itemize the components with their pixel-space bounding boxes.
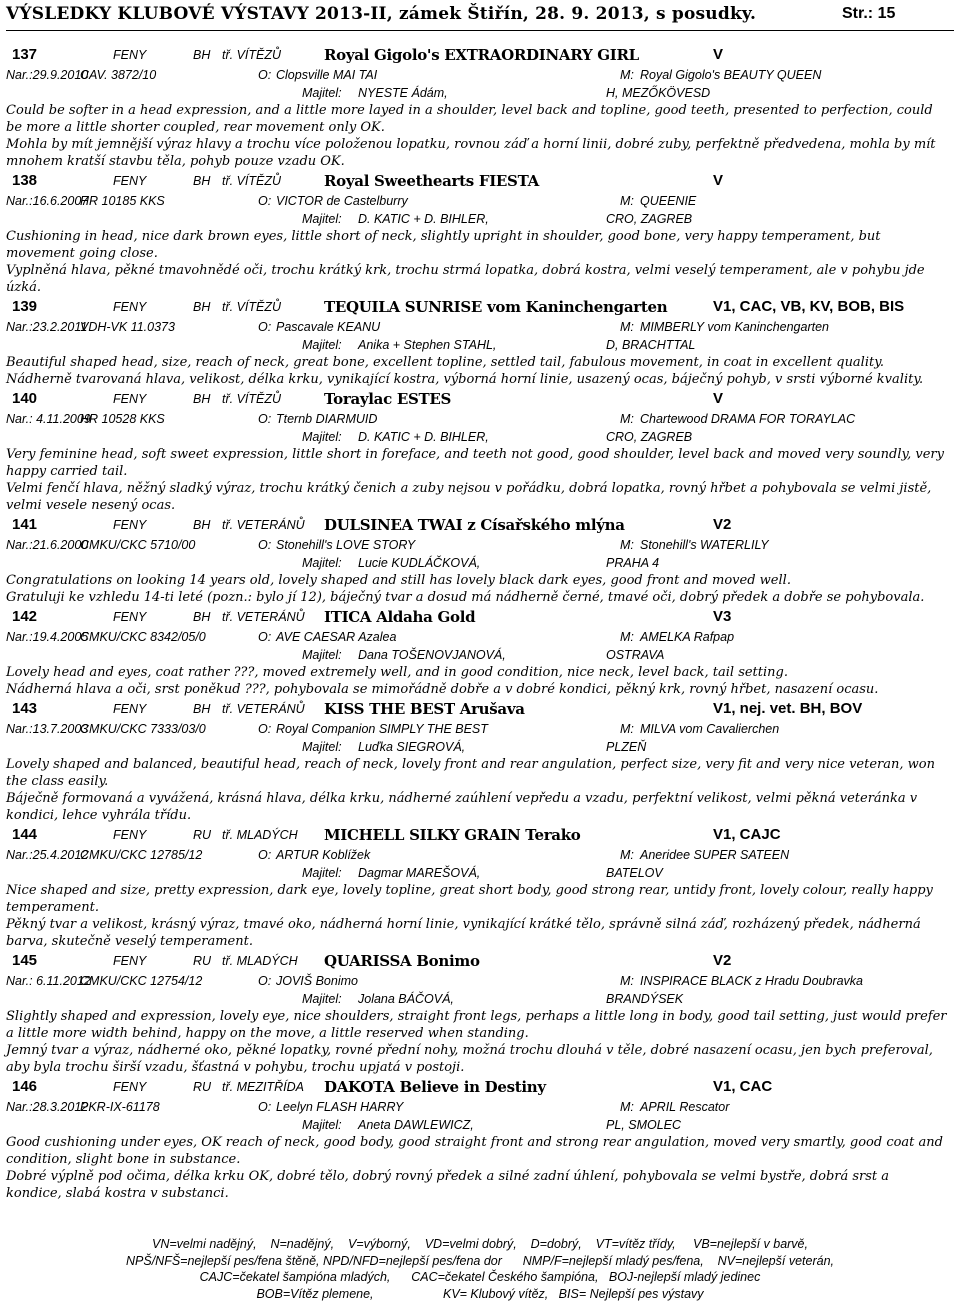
sex: FENY xyxy=(113,954,147,968)
dam-label: M: xyxy=(620,412,634,426)
registration-number: CMKU/CKC 8342/05/0 xyxy=(80,630,206,644)
catalog-number: 140 xyxy=(12,390,38,407)
sex: FENY xyxy=(113,392,147,406)
registration-number: HR 10185 KKS xyxy=(80,194,165,208)
critique-english: Could be softer in a head expression, and a little more layed in a shoulder, level back and topline, good teeth, presented to perfection, could be more a little shorter coupled, rear movement only OK. xyxy=(6,103,933,135)
dam: Royal Gigolo's BEAUTY QUEEN xyxy=(640,68,822,82)
birth-date: Nar.:25.4.2012 xyxy=(6,848,89,862)
sex: FENY xyxy=(113,48,147,62)
birth-date: Nar.: 6.11.2012 xyxy=(6,974,91,988)
show-class: tř. MLADÝCH xyxy=(222,828,298,842)
critique-english: Very feminine head, soft sweet expression, little short in foreface, and teeth not good, good shoulder, level back and moved very soundly, very happy carried tail. xyxy=(6,447,944,479)
sire-label: O: xyxy=(258,538,272,552)
owner-location: D, BRACHTTAL xyxy=(606,338,696,352)
dog-name: Royal Sweethearts FIESTA xyxy=(324,172,539,190)
result: V xyxy=(713,390,724,407)
result: V xyxy=(713,46,724,63)
critique-english: Beautiful shaped head, size, reach of neck, great bone, excellent topline, settled tail, fabulous movement, in coat in excellent quality. xyxy=(6,355,884,370)
entry-header-row xyxy=(6,171,954,192)
owner-location: PL, SMOLEC xyxy=(606,1118,682,1132)
page-title: VÝSLEDKY KLUBOVÉ VÝSTAVY 2013-II, zámek Štiřín, 28. 9. 2013, s posudky. xyxy=(6,4,757,24)
dam-label: M: xyxy=(620,320,634,334)
owner-label: Majitel: xyxy=(302,740,342,754)
entry-header-row xyxy=(6,45,954,66)
dog-name: KISS THE BEST Arušava xyxy=(324,700,525,718)
owner-row xyxy=(6,738,954,756)
entry-header-row xyxy=(6,1077,954,1098)
sex: FENY xyxy=(113,300,147,314)
sex: FENY xyxy=(113,828,147,842)
legend-line: VN=velmi nadějný, N=nadějný, V=výborný, VD=velmi dobrý, D=dobrý, VT=vítěz třídy, VB=nejlepší v barvě, xyxy=(152,1237,808,1251)
owner-location: H, MEZŐKÖVESD xyxy=(606,86,711,100)
sex: FENY xyxy=(113,518,147,532)
critique-czech: Gratuluji ke vzhledu 14-ti leté (pozn.: bylo jí 12), báječný tvar a dosud má nádherně černé, tmavé oči, dobrý předek a dobře se pohybovala. xyxy=(6,590,925,605)
color-code: BH xyxy=(193,518,211,532)
owner-row xyxy=(6,428,954,446)
show-class: tř. VÍTĚZŮ xyxy=(222,300,282,314)
dam-label: M: xyxy=(620,194,634,208)
sire-label: O: xyxy=(258,68,272,82)
dam: Aneridee SUPER SATEEN xyxy=(640,848,790,862)
color-code: BH xyxy=(193,300,211,314)
owner-label: Majitel: xyxy=(302,648,342,662)
dog-entry xyxy=(6,389,954,514)
sex: FENY xyxy=(113,610,147,624)
critique-english: Congratulations on looking 14 years old, lovely shaped and still has lovely black dark eyes, good front and moved well. xyxy=(6,573,791,588)
owner-location: CRO, ZAGREB xyxy=(606,212,693,226)
dog-name: Toraylac ESTES xyxy=(324,390,452,408)
birth-date: Nar.:29.9.2010 xyxy=(6,68,89,82)
owner-label: Majitel: xyxy=(302,430,342,444)
color-code: BH xyxy=(193,392,211,406)
catalog-number: 137 xyxy=(12,46,38,63)
owner-row xyxy=(6,990,954,1008)
owner-row xyxy=(6,1116,954,1134)
critique-czech: Nádherně tvarovaná hlava, velikost, délka krku, vynikající kostra, výborná horní linie, usazený ocas, báječný pohyb, v srsti výborné kvality. xyxy=(6,372,924,387)
birth-date: Nar.:16.6.2007 xyxy=(6,194,89,208)
sex: FENY xyxy=(113,1080,147,1094)
critique-english: Lovely head and eyes, coat rather ???, moved extremely well, and in good condition, nice neck, level back, tail setting. xyxy=(6,665,788,680)
entry-header-row xyxy=(6,515,954,536)
catalog-number: 139 xyxy=(12,298,38,315)
critique-czech: Vyplněná hlava, pěkné tmavohnědé oči, trochu krátký krk, trochu strmá lopatka, dobrá kostra, velmi veselý temperament, ale v pohybu jde úzká. xyxy=(6,263,925,295)
registration-number: VDH-VK 11.0373 xyxy=(80,320,175,334)
color-code: BH xyxy=(193,702,211,716)
sire-label: O: xyxy=(258,630,272,644)
catalog-number: 146 xyxy=(12,1078,38,1095)
owner-label: Majitel: xyxy=(302,338,342,352)
owner: Lucie KUDLÁČKOVÁ, xyxy=(358,556,481,570)
entry-header-row xyxy=(6,825,954,846)
owner-label: Majitel: xyxy=(302,556,342,570)
dog-name: DAKOTA Believe in Destiny xyxy=(324,1078,546,1096)
owner-row xyxy=(6,210,954,228)
dam: QUEENIE xyxy=(640,194,697,208)
dog-name: TEQUILA SUNRISE vom Kaninchengarten xyxy=(324,298,668,316)
result: V xyxy=(713,172,724,189)
result: V1, CAC xyxy=(713,1078,773,1095)
sire-label: O: xyxy=(258,1100,272,1114)
owner-label: Majitel: xyxy=(302,992,342,1006)
entry-header-row xyxy=(6,951,954,972)
dog-entry xyxy=(6,607,954,698)
color-code: BH xyxy=(193,610,211,624)
result: V1, nej. vet. BH, BOV xyxy=(713,700,863,717)
birth-date: Nar.:23.2.2011 xyxy=(6,320,88,334)
pedigree-row xyxy=(6,628,954,646)
catalog-number: 144 xyxy=(12,826,38,843)
sire: AVE CAESAR Azalea xyxy=(276,630,397,644)
sex: FENY xyxy=(113,174,147,188)
registration-number: PKR-IX-61178 xyxy=(80,1100,160,1114)
catalog-number: 145 xyxy=(12,952,38,969)
catalog-number: 141 xyxy=(12,516,38,533)
owner-location: PLZEŇ xyxy=(606,740,647,754)
dam: Stonehill's WATERLILY xyxy=(640,538,769,552)
pedigree-row xyxy=(6,1098,954,1116)
catalog-number: 143 xyxy=(12,700,38,717)
dog-entry xyxy=(6,1077,954,1202)
owner: Aneta DAWLEWICZ, xyxy=(358,1118,474,1132)
dog-name: ITICA Aldaha Gold xyxy=(324,608,476,626)
pedigree-row xyxy=(6,410,954,428)
show-class: tř. VÍTĚZŮ xyxy=(222,48,282,62)
legend-line: BOB=Vítěz plemene, KV= Klubový vítěz, BIS= Nejlepší pes výstavy xyxy=(256,1286,704,1301)
owner: D. KATIC + D. BIHLER, xyxy=(358,430,489,444)
entry-header-row xyxy=(6,699,954,720)
owner-row xyxy=(6,646,954,664)
critique-czech: Pěkný tvar a velikost, krásný výraz, tmavé oko, nádherná horní linie, vynikající krátké tělo, správně silná záď, rozházený předek, nádherná barva, skutečně veselý temperament. xyxy=(6,917,921,949)
dog-entry xyxy=(6,699,954,824)
dog-entry xyxy=(6,297,954,388)
owner-location: BRANDÝSEK xyxy=(606,992,684,1006)
registration-number: CMKU/CKC 7333/03/0 xyxy=(80,722,206,736)
color-code: RU xyxy=(193,828,212,842)
critique-english: Good cushioning under eyes, OK reach of neck, good body, good straight front and strong rear angulation, moved very smartly, good coat and condition, slight bone in substance. xyxy=(6,1135,943,1167)
page-header xyxy=(6,0,954,31)
critique-czech: Velmi fenčí hlava, něžný sladký výraz, trochu krátký čenich a zuby nejsou v pořádku, dobrá lopatka, rovný hřbet a pohybovala se velmi jistě, velmi vesele nesený ocas. xyxy=(6,481,932,513)
entries-list xyxy=(6,45,954,1202)
result: V3 xyxy=(713,608,732,625)
show-class: tř. VETERÁNŮ xyxy=(222,702,305,716)
color-code: RU xyxy=(193,954,212,968)
owner: D. KATIC + D. BIHLER, xyxy=(358,212,489,226)
sire-label: O: xyxy=(258,412,272,426)
birth-date: Nar.:21.6.2000 xyxy=(6,538,89,552)
pedigree-row xyxy=(6,720,954,738)
dog-name: DULSINEA TWAI z Císařského mlýna xyxy=(324,516,625,534)
birth-date: Nar.: 4.11.2009 xyxy=(6,412,91,426)
dam: INSPIRACE BLACK z Hradu Doubravka xyxy=(640,974,864,988)
critique-english: Slightly shaped and expression, lovely eye, nice shoulders, straight front legs, perhaps a little long in body, good tail setting, just would prefer a little more width behind, happy on the move, a little reserved when standing. xyxy=(6,1009,947,1041)
owner-location: BATELOV xyxy=(606,866,663,880)
dog-entry xyxy=(6,825,954,950)
result: V1, CAJC xyxy=(713,826,781,843)
pedigree-row xyxy=(6,536,954,554)
owner-label: Majitel: xyxy=(302,212,342,226)
color-code: BH xyxy=(193,174,211,188)
legend-line: CAJC=čekatel šampióna mladých, CAC=čekatel Českého šampióna, BOJ-nejlepší mladý jedinec xyxy=(199,1270,761,1284)
pedigree-row xyxy=(6,66,954,84)
sire: Tternb DIARMUID xyxy=(276,412,378,426)
dam-label: M: xyxy=(620,974,634,988)
owner-row xyxy=(6,84,954,102)
owner-label: Majitel: xyxy=(302,1118,342,1132)
owner: Dana TOŠENOVJANOVÁ, xyxy=(358,648,506,662)
dam-label: M: xyxy=(620,1100,634,1114)
dog-entry xyxy=(6,45,954,170)
show-class: tř. VÍTĚZŮ xyxy=(222,392,282,406)
dog-name: Royal Gigolo's EXTRAORDINARY GIRL xyxy=(324,46,639,64)
catalog-number: 142 xyxy=(12,608,38,625)
entry-header-row xyxy=(6,297,954,318)
result: V2 xyxy=(713,516,732,533)
owner-label: Majitel: xyxy=(302,86,342,100)
dog-entry xyxy=(6,515,954,606)
dam-label: M: xyxy=(620,722,634,736)
dam: AMELKA Rafpap xyxy=(640,630,735,644)
entry-header-row xyxy=(6,389,954,410)
dog-entry xyxy=(6,951,954,1076)
critique-english: Nice shaped and size, pretty expression, dark eye, lovely topline, great short body, good strong rear, untidy front, lovely colour, really happy temperament. xyxy=(6,883,933,915)
critique-english: Cushioning in head, nice dark brown eyes, little short of neck, slightly upright in shoulder, good bone, very happy temperament, but movement going close. xyxy=(6,229,881,261)
registration-number: CMKU/CKC 5710/00 xyxy=(80,538,196,552)
owner: Dagmar MAREŠOVÁ, xyxy=(358,866,481,880)
result: V2 xyxy=(713,952,732,969)
page-number: Str.: 15 xyxy=(842,5,896,22)
dam: MILVA vom Cavalierchen xyxy=(640,722,780,736)
owner-location: PRAHA 4 xyxy=(606,556,660,570)
registration-number: CMKU/CKC 12754/12 xyxy=(80,974,203,988)
owner-label: Majitel: xyxy=(302,866,342,880)
dam-label: M: xyxy=(620,538,634,552)
owner-row xyxy=(6,336,954,354)
dam: MIMBERLY vom Kaninchengarten xyxy=(640,320,829,334)
dam-label: M: xyxy=(620,630,634,644)
show-class: tř. VETERÁNŮ xyxy=(222,610,305,624)
pedigree-row xyxy=(6,192,954,210)
owner-location: CRO, ZAGREB xyxy=(606,430,693,444)
result: V1, CAC, VB, KV, BOB, BIS xyxy=(713,298,905,315)
critique-czech: Nádherná hlava a oči, srst poněkud ???, pohybovala se mimořádně dobře a v dobré kondici, pěkný krk, rovný hřbet, nasazení ocasu. xyxy=(6,682,879,697)
entry-header-row xyxy=(6,607,954,628)
sire-label: O: xyxy=(258,194,272,208)
owner-row xyxy=(6,554,954,572)
pedigree-row xyxy=(6,318,954,336)
legend-footer xyxy=(0,1236,960,1302)
sire: Clopsville MAI TAI xyxy=(276,68,378,82)
sire: Royal Companion SIMPLY THE BEST xyxy=(276,722,488,736)
catalog-page xyxy=(6,0,954,1203)
sire: JOVIŠ Bonimo xyxy=(276,974,358,988)
owner: Luďka SIEGROVÁ, xyxy=(358,740,466,754)
dam-label: M: xyxy=(620,848,634,862)
owner: Anika + Stephen STAHL, xyxy=(358,338,497,352)
sire: VICTOR de Castelburry xyxy=(276,194,408,208)
critique-czech: Báječně formovaná a vyvážená, krásná hlava, délka krku, nádherné zaúhlení vepředu a vzadu, perfektní velikost, velmi pěkná veteránka v kondici, lehce vyhrála třídu. xyxy=(6,791,918,823)
critique-czech: Jemný tvar a výraz, nádherné oko, pěkné lopatky, rovné přední nohy, možná trochu dlouhá v těle, dobré nasazení ocasu, jen bych preferoval, aby byla trochu širší vzadu, šťastná v pohybu, trochu upjatá v postoji. xyxy=(6,1043,933,1075)
owner-location: OSTRAVA xyxy=(606,648,665,662)
critique-english: Lovely shaped and balanced, beautiful head, reach of neck, lovely front and rear angulation, perfect size, very fit and very nice veteran, won the class easily. xyxy=(6,757,935,789)
sex: FENY xyxy=(113,702,147,716)
critique-czech: Dobré výplně pod očima, délka krku OK, dobré tělo, dobrý rovný předek a silné zadní úhlení, pohybovala se velmi bystře, dobrá srst a kondice, slabá kostra v substanci. xyxy=(6,1169,890,1201)
sire-label: O: xyxy=(258,722,272,736)
birth-date: Nar.:19.4.2005 xyxy=(6,630,89,644)
birth-date: Nar.:13.7.2003 xyxy=(6,722,89,736)
show-class: tř. VETERÁNŮ xyxy=(222,518,305,532)
critique-czech: Mohla by mít jemnější výraz hlavy a trochu více položenou lopatku, rovnou záď a horní linii, dobré zuby, perfektně předvedena, mohla by mít mnohem kratší stavbu těla, pohyb pouze vzadu OK. xyxy=(6,137,936,169)
show-class: tř. VÍTĚZŮ xyxy=(222,174,282,188)
sire: Leelyn FLASH HARRY xyxy=(276,1100,404,1114)
pedigree-row xyxy=(6,846,954,864)
registration-number: HR 10528 KKS xyxy=(80,412,165,426)
registration-number: CMKU/CKC 12785/12 xyxy=(80,848,203,862)
sire: ARTUR Koblížek xyxy=(276,848,371,862)
dam: Chartewood DRAMA FOR TORAYLAC xyxy=(640,412,856,426)
owner: Jolana BÁČOVÁ, xyxy=(358,992,454,1006)
sire-label: O: xyxy=(258,320,272,334)
pedigree-row xyxy=(6,972,954,990)
show-class: tř. MEZITŘÍDA xyxy=(222,1080,304,1094)
birth-date: Nar.:28.3.2012 xyxy=(6,1100,89,1114)
sire: Stonehill's LOVE STORY xyxy=(276,538,416,552)
dog-name: MICHELL SILKY GRAIN Terako xyxy=(324,826,581,844)
sire: Pascavale KEANU xyxy=(276,320,381,334)
registration-number: CAV. 3872/10 xyxy=(80,68,157,82)
color-code: BH xyxy=(193,48,211,62)
dam-label: M: xyxy=(620,68,634,82)
dog-entry xyxy=(6,171,954,296)
sire-label: O: xyxy=(258,974,272,988)
owner: NYESTE Ádám, xyxy=(358,86,448,100)
catalog-number: 138 xyxy=(12,172,38,189)
dog-name: QUARISSA Bonimo xyxy=(324,952,480,970)
sire-label: O: xyxy=(258,848,272,862)
legend-line: NPŠ/NFŠ=nejlepší pes/fena štěně, NPD/NFD=nejlepší pes/fena dor NMP/F=nejlepší mladý pes/fena, NV=nejlepší veterán, xyxy=(126,1253,834,1268)
dam: APRIL Rescator xyxy=(640,1100,730,1114)
show-class: tř. MLADÝCH xyxy=(222,954,298,968)
color-code: RU xyxy=(193,1080,212,1094)
owner-row xyxy=(6,864,954,882)
